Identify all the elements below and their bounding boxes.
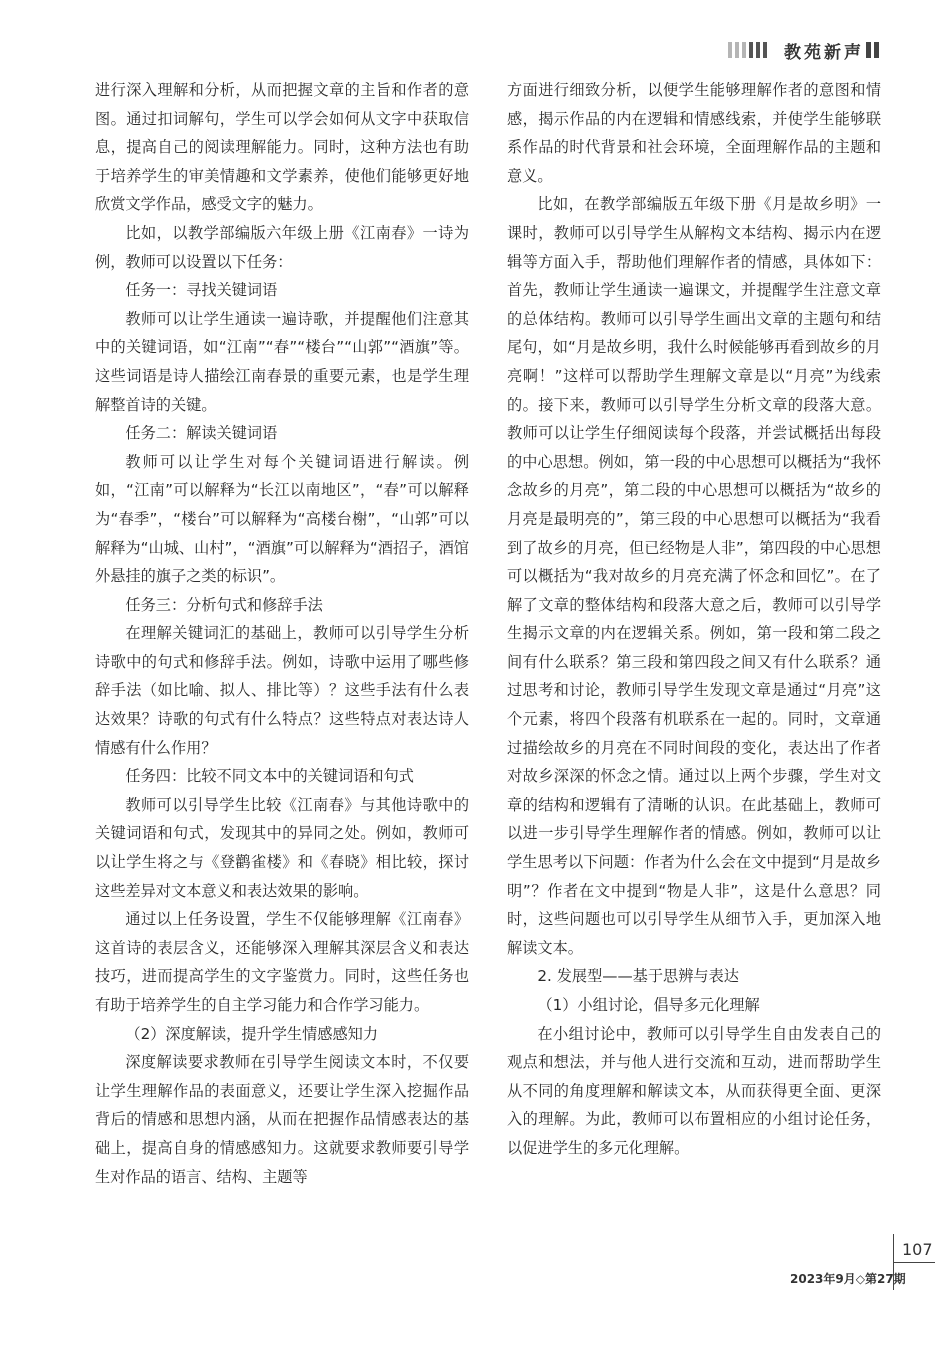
paragraph: 在小组讨论中，教师可以引导学生自由发表自己的观点和想法，并与他人进行交流和互动，进而帮助学生从不同的角度理解和解读文本，从而获得更全面、更深入的理解。为此，教师可以布置相应的小组讨论任务，以促进学生的多元化理解。 (507, 1024, 881, 1157)
subsection-heading: （1）小组讨论，倡导多元化理解 (537, 996, 760, 1014)
section-heading: 2. 发展型——基于思辨与表达 (537, 967, 739, 986)
right-column (507, 76, 881, 1163)
task-heading: 任务四：比较不同文本中的关键词语和句式 (125, 767, 414, 786)
page-number: 107 (902, 1240, 933, 1259)
paragraph: 进行深入理解和分析，从而把握文章的主旨和作者的意图。通过扣词解句，学生可以学会如何从文字中获取信息，提高自己的阅读理解能力。同时，这种方法也有助于培养学生的审美情趣和文学素养，使他们能够更好地欣赏文学作品，感受文字的魅力。 (95, 81, 469, 214)
task-heading: 任务二：解读关键词语 (125, 424, 278, 443)
paragraph: 通过以上任务设置，学生不仅能够理解《江南春》这首诗的表层含义，还能够深入理解其深层含义和表达技巧，进而提高学生的文字鉴赏力。同时，这些任务也有助于培养学生的自主学习能力和合作学习能力。 (95, 910, 469, 1014)
paragraph: 比如，在教学部编版五年级下册《月是故乡明》一课时，教师可以引导学生从解构文本结构、揭示内在逻辑等方面入手，帮助他们理解作者的情感，具体如下：首先，教师让学生通读一遍课文，并提醒学生注意文章的总体结构。教师可以引导学生画出文章的主题句和结尾句，如“月是故乡明，我什么时候能够再看到故乡的月亮啊！”这样可以帮助学生理解文章是以“月亮”为线索的。接下来，教师可以引导学生分析文章的段落大意。教师可以让学生仔细阅读每个段落，并尝试概括出每段的中心思想。例如，第一段的中心思想可以概括为“我怀念故乡的月亮”，第二段的中心思想可以概括为“故乡的月亮是最明亮的”，第三段的中心思想可以概括为“我看到了故乡的月亮，但已经物是人非”，第四段的中心思想可以概括为“我对故乡的月亮充满了怀念和回忆”。在了解了文章的整体结构和段落大意之后，教师可以引导学生揭示文章的内在逻辑关系。例如，第一段和第二段之间有什么联系？第三段和第四段之间又有什么联系？通过思考和讨论，教师引导学生发现文章是通过“月亮”这个元素，将四个段落有机联系在一起的。同时，文章通过描绘故乡的月亮在不同时间段的变化，表达出了作者对故乡深深的怀念之情。通过以上两个步骤，学生对文章的结构和逻辑有了清晰的认识。在此基础上，教师可以进一步引导学生理解作者的情感。例如，教师可以让学生思考以下问题：作者为什么会在文中提到“月是故乡明”？作者在文中提到“物是人非”，这是什么意思？同时，这些问题也可以引导学生从细节入手，更加深入地解读文本。 (507, 195, 881, 957)
header-decoration-bars (728, 42, 767, 58)
paragraph: 深度解读要求教师在引导学生阅读文本时，不仅要让学生理解作品的表面意义，还要让学生深入挖掘作品背后的情感和思想内涵，从而在把握作品情感表达的基础上，提高自身的情感感知力。这就要求教师要引导学生对作品的语言、结构、主题等 (95, 1053, 469, 1186)
issue-date: 2023年9月◇第27期 (790, 1272, 906, 1286)
paragraph: 方面进行细致分析，以便学生能够理解作者的意图和情感，揭示作品的内在逻辑和情感线索，并使学生能够联系作品的时代背景和社会环境，全面理解作品的主题和意义。 (507, 81, 881, 185)
paragraph: 教师可以让学生通读一遍诗歌，并提醒他们注意其中的关键词语，如“江南”“春”“楼台”“山郭”“酒旗”等。这些词语是诗人描绘江南春景的重要元素，也是学生理解整首诗的关键。 (95, 309, 469, 414)
paragraph: 教师可以引导学生比较《江南春》与其他诗歌中的关键词语和句式，发现其中的异同之处。例如，教师可以让学生将之与《登鹳雀楼》和《春晓》相比较，探讨这些差异对文本意义和表达效果的影响。 (95, 795, 469, 900)
paragraph: 比如，以教学部编版六年级上册《江南春》一诗为例，教师可以设置以下任务： (95, 223, 469, 271)
paragraph: 在理解关键词汇的基础上，教师可以引导学生分析诗歌中的句式和修辞手法。例如，诗歌中运用了哪些修辞手法（如比喻、拟人、排比等）？这些手法有什么表达效果？诗歌的句式有什么特点？这些特点对表达诗人情感有什么作用？ (95, 624, 469, 757)
left-column (95, 76, 469, 1191)
header-decoration-bars-right (866, 42, 879, 58)
task-heading: 任务三：分析句式和修辞手法 (125, 595, 323, 614)
paragraph: 教师可以让学生对每个关键词语进行解读。例如，“江南”可以解释为“长江以南地区”，“春”可以解释为“春季”，“楼台”可以解释为“高楼台榭”，“山郭”可以解释为“山城、山村”，“酒旗”可以解释为“酒招子，酒馆外悬挂的旗子之类的标识”。 (95, 452, 469, 586)
journal-section-title: 教苑新声 (784, 43, 864, 63)
subsection-heading: （2）深度解读，提升学生情感感知力 (125, 1024, 379, 1043)
task-heading: 任务一：寻找关键词语 (125, 281, 278, 300)
footer-divider-horizontal (893, 1262, 935, 1263)
